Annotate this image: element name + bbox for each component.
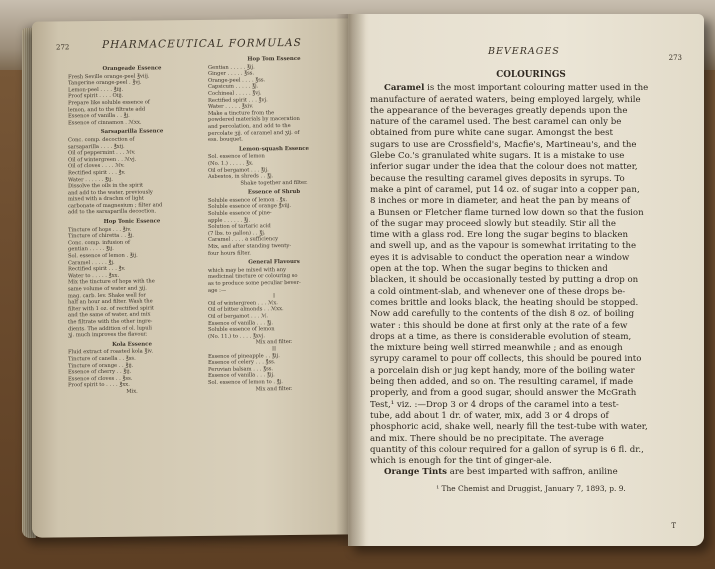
recipe-heading: Sarsaparilla Essence bbox=[100, 128, 164, 136]
body-line bbox=[370, 434, 692, 445]
recipe-line: Water . . . . . ℥xiv. bbox=[208, 103, 254, 111]
recipe-heading: Hop Tom Essence bbox=[247, 55, 301, 63]
body-line bbox=[370, 208, 692, 219]
right-body bbox=[370, 70, 692, 494]
body-line bbox=[370, 83, 692, 94]
recipe-line: dients. The addition of ol. lupuli bbox=[68, 325, 152, 332]
line-text: blacken, it should be occasionally tested by putting a drop on bbox=[370, 275, 639, 286]
body-line bbox=[370, 411, 692, 422]
recipe-line: as to produce some peculiar bever- bbox=[208, 279, 301, 287]
recipe-line: Make a tincture from the bbox=[208, 109, 275, 117]
recipe-heading: Kola Essence bbox=[112, 341, 152, 348]
body-line bbox=[370, 106, 692, 117]
body-line bbox=[370, 343, 692, 354]
signature-mark: T bbox=[671, 522, 676, 530]
recipe-line: Tincture of orange . . ℥ij. bbox=[68, 362, 134, 369]
line-text: a Bunsen or Fletcher flame turned low down so that the fusion bbox=[370, 207, 644, 218]
recipe-note: I bbox=[272, 293, 276, 300]
body-line bbox=[370, 264, 692, 275]
body-line bbox=[370, 298, 692, 309]
recipe-line: Dissolve the oils in the spirit bbox=[68, 182, 144, 190]
recipe-line: Tincture of canella . . ℥ss. bbox=[68, 355, 136, 363]
body-line bbox=[370, 241, 692, 252]
body-line bbox=[370, 128, 692, 139]
line-text: make a pint of caramel, put 14 oz. of sugar into a copper pan, bbox=[370, 184, 640, 195]
recipe-line: gentian . . . . . ℥ij. bbox=[68, 246, 114, 253]
recipe-line: and percolation, and add to the bbox=[208, 122, 291, 130]
line-text: the mixture being well stirred meanwhile ; and as enough bbox=[370, 343, 623, 354]
right-running-head: BEVERAGES bbox=[488, 46, 560, 57]
recipe-line: Conc. comp. infusion of bbox=[68, 239, 130, 247]
recipe-heading: General Flavours bbox=[248, 259, 300, 266]
recipe-line: Fluid extract of roasted kola ℥iv. bbox=[68, 348, 153, 356]
recipe-line: Essence of vanilla . . . ℥j. bbox=[208, 319, 274, 327]
recipe-line: powdered materials by maceration bbox=[208, 116, 300, 124]
recipe-line: medicinal tincture or colouring so bbox=[208, 273, 298, 281]
recipe-line: Tangerine orange-peel . ℥vj. bbox=[68, 79, 142, 87]
recipe-line: same volume of water and ʒij. bbox=[68, 285, 147, 293]
recipe-line: four hours filter. bbox=[208, 250, 251, 257]
line-text: and swell up, and as the vapour is somewhat irritating to the bbox=[370, 241, 637, 252]
recipe-line: Soluble essence of lemon . ℥x. bbox=[208, 196, 288, 204]
recipe-note: Mix and filter. bbox=[255, 385, 293, 392]
recipe-line: ess. bouquet. bbox=[208, 136, 243, 144]
line-text: Glebe Co.'s granulated white sugars. It is a mistake to use bbox=[370, 151, 625, 162]
recipe-line: age :— bbox=[208, 287, 227, 294]
body-line bbox=[370, 95, 692, 106]
recipe-line: ʒj. much improves the flavour. bbox=[68, 331, 148, 339]
line-text: being then added, and so on. The resulting caramel, if made bbox=[370, 377, 634, 388]
left-column-2 bbox=[208, 53, 340, 393]
recipe-line: (7 lbs. to gallon) . . ℥j. bbox=[208, 230, 266, 237]
line-text: 8 inches or more in diameter, and heat the pan by means of bbox=[370, 196, 631, 207]
line-text: quantity of this colour required for a gallon of syrup is 6 fl. dr., bbox=[370, 444, 644, 455]
line-text: open at the top. When the sugar begins to thicken and bbox=[370, 264, 608, 275]
line-text: a porcelain dish or jug kept handy, more of the boiling water bbox=[370, 365, 635, 376]
body-line bbox=[370, 219, 692, 230]
body-line bbox=[370, 287, 692, 298]
recipe-line: Capsicum . . . . . ℥j. bbox=[208, 83, 259, 91]
line-text: because the resulting caramel gives deposits in syrups. To bbox=[370, 173, 625, 184]
recipe-line: Solution of tartaric acid bbox=[208, 223, 271, 231]
recipe-line: Oil of peppermint . . . ℳv. bbox=[68, 149, 136, 157]
recipe-line: mag. carb. lev. Shake well for bbox=[68, 292, 146, 299]
section-title: COLOURINGS bbox=[496, 70, 566, 80]
body-line bbox=[370, 467, 692, 478]
recipe-heading: Lemon-squash Essence bbox=[239, 145, 309, 153]
recipe-line: and add to the water, previously bbox=[68, 189, 153, 197]
recipe-line: apple . . . . . . ℥j. bbox=[208, 217, 251, 224]
line-text: obtained from pure white cane sugar. Amongst the best bbox=[370, 128, 613, 139]
recipe-line: (No. 1.) . . . . . ℥x. bbox=[208, 160, 254, 167]
recipe-line: Essence of cinnamon . ℳxx. bbox=[68, 119, 142, 127]
body-line bbox=[370, 196, 692, 207]
recipe-line: Cochineal . . . . . ℥vj. bbox=[208, 90, 262, 97]
recipe-line: Lemon-peel . . . . ℥iij. bbox=[68, 86, 124, 94]
body-line bbox=[370, 174, 692, 185]
recipe-line: Mix, and after standing twenty- bbox=[208, 243, 292, 250]
line-text: time with a glass rod. Ere long the sugar begins to blacken bbox=[370, 230, 629, 241]
recipe-line: Caramel . . . . . ℥j. bbox=[68, 259, 115, 266]
line-text: phosphoric acid, shake well, nearly fill the test-tube with water, bbox=[370, 422, 648, 433]
recipe-note: Mix and filter. bbox=[255, 339, 293, 346]
recipe-line: Oil of bergamot . . . ℳ. bbox=[208, 313, 269, 320]
line-text: is the most important colouring matter used in the bbox=[424, 83, 649, 94]
line-text: water : this should be done at first only at the rate of a few bbox=[370, 320, 628, 331]
recipe-line: Fresh Seville orange-peel ℥viij. bbox=[68, 73, 150, 80]
body-line bbox=[370, 400, 692, 411]
body-line bbox=[370, 253, 692, 264]
line-text: Now add carefully to the contents of the dish 8 oz. of boiling bbox=[370, 309, 635, 320]
bold-term: Orange Tints bbox=[384, 467, 448, 478]
recipe-line: Prepare like soluble essence of bbox=[68, 99, 150, 107]
body-line bbox=[370, 140, 692, 151]
body-line bbox=[370, 309, 692, 320]
line-text: manufacture of aerated waters, being employed largely, while bbox=[370, 94, 641, 105]
line-text: and mix. There should be no precipitate. The average bbox=[370, 433, 604, 444]
line-text: of the sugar may proceed slowly but steadily. Stir all the bbox=[370, 218, 617, 229]
line-text: drops at a time, as there is considerable evolution of steam, bbox=[370, 331, 632, 342]
recipe-line: Essence of cloves . . ℥ss. bbox=[68, 375, 133, 383]
line-text: eyes it is advisable to conduct the operation near a window bbox=[370, 252, 630, 263]
recipe-line: Essence of cherry . . ℥ij. bbox=[68, 368, 132, 376]
recipe-line: percolate ʒij. of caramel and ʒij. of bbox=[208, 129, 300, 137]
recipe-line: mixed with a drachm of light bbox=[68, 195, 144, 203]
recipe-line: Rectified spirit . . . ℥v. bbox=[68, 169, 126, 177]
recipe-line: filter with 1 oz. of rectified spirit bbox=[68, 305, 154, 313]
recipe-line: Mix the tincture of hops with the bbox=[68, 278, 155, 286]
recipe-line: Soluble essence of orange ℥viij. bbox=[208, 203, 292, 211]
recipe-line: sarsaparilla . . . . ℥xij. bbox=[68, 143, 125, 150]
body-line bbox=[370, 354, 692, 365]
recipe-line: Tincture of chiretta . . ℥j. bbox=[68, 232, 134, 240]
body-line bbox=[370, 151, 692, 162]
body-line bbox=[370, 332, 692, 343]
recipe-line: the filtrate with the other ingre- bbox=[68, 318, 153, 326]
line-text: which is enough for the tint of ginger-ale. bbox=[370, 456, 552, 467]
recipe-line: Conc. comp. decoction of bbox=[68, 136, 135, 144]
line-text: are best imparted with saffron, aniline bbox=[447, 467, 618, 478]
left-page bbox=[32, 18, 362, 537]
recipe-line: Essence of vanilla . . . ℥ij. bbox=[208, 372, 275, 380]
left-column-1 bbox=[68, 62, 196, 396]
right-page bbox=[348, 14, 704, 546]
recipe-line: Proof spirit to . . . . ℥xx. bbox=[68, 382, 130, 389]
recipe-line: add to the sarsaparilla decoction. bbox=[68, 208, 157, 216]
body-line bbox=[370, 321, 692, 332]
recipe-line: Sol. essence of lemon bbox=[208, 153, 265, 161]
body-line bbox=[370, 275, 692, 286]
body-line bbox=[370, 377, 692, 388]
recipe-line: Essence of celery . . . ℥ss. bbox=[208, 359, 276, 367]
body-line bbox=[370, 162, 692, 173]
recipe-line: half an hour and filter. Wash the bbox=[68, 298, 153, 306]
body-line bbox=[370, 366, 692, 377]
line-text: properly, and from a good sugar, should answer the McGrath bbox=[370, 388, 637, 399]
line-text: Test,¹ viz. :—Drop 3 or 4 drops of the caramel into a test- bbox=[370, 399, 619, 410]
recipe-line: (No. 11.) to . . . . ℥xvj. bbox=[208, 333, 265, 340]
recipe-heading: Essence of Shrub bbox=[247, 189, 301, 196]
recipe-line: Oil of wintergreen . . ℳvj. bbox=[68, 156, 137, 164]
recipe-line: Essence of vanilla . . ℥j. bbox=[68, 112, 130, 120]
recipe-line: Soluble essence of lemon bbox=[208, 326, 275, 334]
recipe-line: Soluble essence of pine- bbox=[208, 210, 272, 217]
recipe-line: Gentian . . . . . ℥ij. bbox=[208, 63, 255, 71]
recipe-line: Oil of wintergreen . . . ℳx. bbox=[208, 299, 278, 307]
recipe-heading: Orangeade Essence bbox=[102, 65, 162, 72]
line-text: the appearance of the beverages greatly depends upon the bbox=[370, 105, 628, 116]
recipe-line: carbonate of magnesium ; filter and bbox=[68, 202, 163, 210]
recipe-heading: Hop Tonic Essence bbox=[103, 218, 161, 226]
book-gutter bbox=[336, 14, 366, 546]
left-running-head: PHARMACEUTICAL FORMULAS bbox=[102, 36, 302, 51]
recipe-line: and the same of water, and mix bbox=[68, 311, 151, 319]
body-line bbox=[370, 456, 692, 467]
recipe-line: Caramel . . . . a sufficiency bbox=[208, 236, 279, 244]
open-book bbox=[18, 14, 708, 554]
recipe-line: Proof spirit . . . . Oiij. bbox=[68, 93, 124, 100]
line-text: inferior sugar under the idea that the colour does not matter, bbox=[370, 162, 638, 173]
recipe-line: Water . . . . . . ℥ij. bbox=[68, 176, 113, 183]
body-line bbox=[370, 117, 692, 128]
recipe-line: Rectified spirit . . . ℥vj. bbox=[208, 96, 268, 104]
line-text: comes brittle and looks black, the heating should be stopped. bbox=[370, 297, 639, 308]
recipe-line: Oil of bergamot . . . ℥ij. bbox=[208, 166, 269, 174]
recipe-line: Orange-peel . . . . ℥ss. bbox=[208, 77, 266, 84]
recipe-line: Oil of cloves . . . . ℳv. bbox=[68, 163, 125, 170]
recipe-line: Ginger . . . . . ℥ss. bbox=[208, 70, 255, 78]
left-page-number: 272 bbox=[56, 43, 70, 52]
line-text: tube, add about 1 dr. of water, mix, add 3 or 4 drops of bbox=[370, 410, 609, 421]
recipe-line: lemon, and to the filtrate add bbox=[68, 106, 146, 113]
recipe-line: Oil of bitter almonds . . ℳxx. bbox=[208, 306, 284, 314]
line-text: syrupy caramel to pour off collects, this should be poured into bbox=[370, 354, 642, 365]
recipe-line: Essence of pineapple . . ℥ij. bbox=[208, 352, 280, 360]
recipe-line: Peruvian balsam . . . ℥ss. bbox=[208, 365, 274, 373]
body-line bbox=[370, 388, 692, 399]
recipe-note: II bbox=[271, 346, 277, 353]
body-line bbox=[370, 230, 692, 241]
recipe-note: Mix. bbox=[126, 388, 138, 395]
recipe-line: Asbestos, in shreds . . ℥j. bbox=[208, 173, 274, 180]
bold-term: Caramel bbox=[384, 83, 425, 94]
footnote: ¹ The Chemist and Druggist, January 7, 1893, p. 9. bbox=[436, 483, 626, 493]
body-line bbox=[370, 422, 692, 433]
body-line bbox=[370, 185, 692, 196]
recipe-line: which may be mixed with any bbox=[208, 266, 287, 274]
recipe-line: Sol. essence of lemon to . ℥j. bbox=[208, 379, 283, 386]
recipe-line: Sol. essence of lemon . ℥ij. bbox=[68, 252, 138, 260]
recipe-line: Rectified spirit . . . ℥v. bbox=[68, 265, 126, 273]
recipe-line: Water to . . . . . ℥xx. bbox=[68, 272, 120, 280]
recipe-note: Shake together and filter. bbox=[240, 179, 308, 187]
body-text bbox=[370, 83, 692, 478]
recipe-line: Tincture of hops . . . ℥iv. bbox=[68, 226, 132, 234]
right-page-number: 273 bbox=[668, 54, 682, 62]
line-text: nature of the caramel used. The best caramel can only be bbox=[370, 117, 622, 128]
body-line bbox=[370, 445, 692, 456]
line-text: a cold ointment-slab, and whenever one of these drops be- bbox=[370, 286, 626, 297]
line-text: sugars to use are Crossfield's, Macfie's, Martineau's, and the bbox=[370, 139, 637, 150]
